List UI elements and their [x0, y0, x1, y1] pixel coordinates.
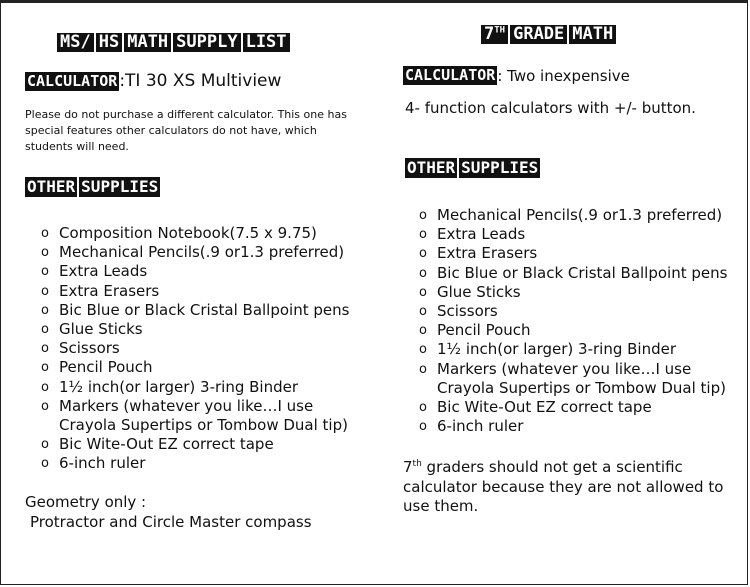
- list-item: o Bic Wite-Out EZ correct tape: [41, 435, 371, 454]
- title-grade-number: 7: [484, 24, 495, 44]
- title-word: MS/: [57, 33, 94, 52]
- calculator-note: Please do not purchase a different calculator. This one has special features other calculators do not have, which students will need.: [25, 108, 347, 153]
- seventh-grade-title: [481, 25, 616, 44]
- title-word: MATH: [124, 33, 171, 52]
- list-item: o Markers (whatever you like…I use Crayola Supertips or Tombow Dual tip): [419, 360, 744, 398]
- list-item: o Scissors: [41, 339, 371, 358]
- list-item: o Pencil Pouch: [419, 321, 744, 340]
- title-word: MATH: [569, 25, 616, 44]
- list-item: o Extra Erasers: [41, 282, 371, 301]
- heading-word: OTHER: [407, 158, 456, 177]
- other-supplies-heading: [25, 177, 160, 197]
- list-item: o Scissors: [419, 302, 744, 321]
- list-item: o 6-inch ruler: [419, 417, 744, 436]
- geometry-label: Geometry only :: [25, 493, 147, 511]
- seventh-grade-footer-note: [403, 455, 733, 517]
- calculator-heading: CALCULATOR: [405, 66, 496, 84]
- calculator-heading: CALCULATOR: [27, 71, 118, 90]
- list-item: o Glue Sticks: [41, 320, 371, 339]
- title-grade-suffix: TH: [494, 25, 506, 36]
- calculator-value: :TI 30 XS Multiview: [119, 71, 282, 91]
- title-word: LIST: [243, 33, 290, 52]
- list-item: o Markers (whatever you like…I use Crayola Supertips or Tombow Dual tip): [41, 397, 371, 435]
- footer-grade-number: 7: [403, 458, 413, 476]
- title-word: HS: [96, 33, 122, 52]
- ms-hs-title: [57, 33, 290, 52]
- list-item: o Glue Sticks: [419, 283, 744, 302]
- list-item: o Mechanical Pencils(.9 or1.3 preferred): [419, 206, 744, 225]
- list-item: o Mechanical Pencils(.9 or1.3 preferred): [41, 243, 371, 262]
- list-item: o Bic Wite-Out EZ correct tape: [419, 398, 744, 417]
- list-item: o Pencil Pouch: [41, 358, 371, 377]
- heading-word: OTHER: [27, 177, 76, 196]
- calculator-row: [403, 66, 630, 85]
- calculator-value-continued: 4- function calculators with +/- button.: [405, 99, 696, 117]
- list-item: o Extra Leads: [419, 225, 744, 244]
- list-item: o 6-inch ruler: [41, 454, 371, 473]
- calculator-value: : Two inexpensive: [497, 66, 630, 85]
- heading-word: SUPPLIES: [81, 177, 159, 196]
- geometry-section: [25, 493, 355, 532]
- ms-hs-supply-list: [41, 224, 371, 474]
- footer-text: graders should not get a scientific calculator because they are not allowed to use them.: [403, 458, 724, 515]
- list-item: o Extra Erasers: [419, 244, 744, 263]
- title-word: GRADE: [510, 25, 567, 44]
- heading-word: SUPPLIES: [461, 158, 539, 177]
- list-item: o 1½ inch(or larger) 3-ring Binder: [419, 340, 744, 359]
- footer-grade-suffix: th: [412, 459, 422, 469]
- list-item: o Composition Notebook(7.5 x 9.75): [41, 224, 371, 243]
- other-supplies-heading: [405, 158, 540, 178]
- title-grade: [481, 25, 508, 44]
- list-item: o Bic Blue or Black Cristal Ballpoint pens: [41, 301, 371, 320]
- list-item: o 1½ inch(or larger) 3-ring Binder: [41, 378, 371, 397]
- geometry-items: Protractor and Circle Master compass: [30, 512, 312, 531]
- list-item: o Extra Leads: [41, 262, 371, 281]
- calculator-row: [25, 71, 281, 91]
- list-item: o Bic Blue or Black Cristal Ballpoint pens: [419, 264, 744, 283]
- seventh-grade-supply-list: [419, 206, 744, 436]
- title-word: SUPPLY: [173, 33, 240, 52]
